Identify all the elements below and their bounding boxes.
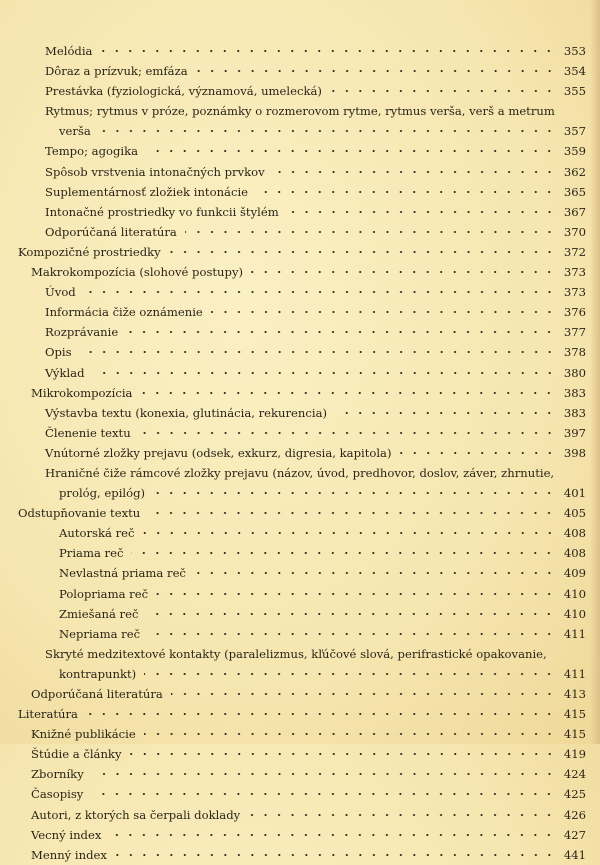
toc-entry-title[interactable]: Melódia [45,44,93,58]
toc-entry-title[interactable]: Vecný index [31,827,102,842]
toc-line [0,363,600,383]
toc-line [0,403,600,423]
page-number[interactable]: 410 [563,606,586,621]
dot-leader [400,443,557,463]
toc-entry-title[interactable]: Časopisy [31,787,84,802]
toc-line [0,141,600,161]
page-number[interactable]: 408 [563,526,586,541]
toc-line [0,523,600,543]
toc-entry-title[interactable]: Knižné publikácie [31,727,136,742]
toc-entry-title[interactable]: Opis [45,345,72,360]
page-number[interactable]: 357 [563,124,586,139]
toc-line [0,704,600,724]
toc-line [0,443,600,463]
toc-line [0,242,600,262]
toc-line [0,121,600,141]
dot-leader [143,523,557,543]
toc-entry-title[interactable]: Hraničné čiže rámcové zložky prejavu (názov, úvod, predhovor, doslov, záver, zhrnutie, [45,465,555,480]
dot-leader [84,282,556,302]
toc-line [0,61,600,81]
toc-entry-title[interactable]: Zborníky [31,767,84,782]
page-number[interactable]: 411 [563,626,586,641]
toc-line [0,543,600,563]
page-number[interactable]: 398 [563,445,586,460]
dot-leader [171,684,556,704]
toc-entry-title[interactable]: Odporúčaná literatúra [31,687,163,701]
dot-leader [109,825,556,845]
dot-leader [148,503,556,523]
toc-entry-title[interactable]: Prestávka (fyziologická, významová, umelecká) [45,84,322,99]
page-number[interactable]: 373 [563,265,586,280]
toc-entry-title[interactable]: Tempo; agogika [45,144,139,159]
toc-line [0,463,600,483]
toc-line [0,503,600,523]
toc-entry-title[interactable]: Polopriama reč [59,586,149,601]
dot-leader [86,704,556,724]
toc-line [0,383,600,403]
dot-leader [139,423,556,443]
page-number[interactable]: 353 [563,44,586,58]
toc-line [0,624,600,644]
page-number[interactable]: 377 [563,325,586,340]
dot-leader [92,764,556,784]
toc-entry-title[interactable]: Spôsob vrstvenia intonačných prvkov [45,164,265,179]
dot-leader [287,202,556,222]
toc-line [0,724,600,744]
dot-leader [256,182,556,202]
page-number[interactable]: 419 [563,747,586,762]
toc-entry-title[interactable]: Odporúčaná literatúra [45,224,177,239]
toc-line [0,282,600,302]
page-number[interactable]: 411 [563,666,586,681]
toc-entry-title[interactable]: Skryté medzitextové kontakty (paralelizmus, kľúčové slová, perifrastické opakovanie, [45,646,547,661]
toc-line [0,202,600,222]
toc-line [0,825,600,845]
page-number[interactable]: 372 [563,244,586,259]
page-number[interactable]: 415 [563,727,586,742]
dot-leader [185,222,556,242]
toc-line [0,805,600,825]
dot-leader [248,805,556,825]
dot-leader [130,744,557,764]
toc-line [0,41,600,61]
toc-line [0,322,600,342]
dot-leader [251,262,556,282]
dot-leader [335,403,556,423]
dot-leader [91,784,556,804]
toc-entry-title[interactable]: Autorská reč [59,526,135,541]
toc-line [0,563,600,583]
toc-line [0,604,600,624]
toc-line [0,483,600,503]
dot-leader [330,81,556,101]
page-number[interactable]: 383 [563,405,586,420]
toc-entry-title[interactable]: Zmiešaná reč [59,606,139,621]
page-number[interactable]: 380 [563,365,586,380]
page-number[interactable]: 441 [563,847,586,862]
toc-entry-title[interactable]: Výklad [45,365,85,380]
page-number[interactable]: 408 [563,546,586,561]
toc-line [0,664,600,684]
toc-entry-title[interactable]: Výstavba textu (konexia, glutinácia, rekurencia) [45,405,328,420]
page-number[interactable]: 424 [563,767,586,782]
dot-leader [144,724,556,744]
toc-entry-title[interactable]: Členenie textu [45,425,131,440]
toc-entry-title[interactable]: Suplementárnosť zložiek intonácie [45,184,249,199]
dot-leader [146,604,556,624]
dot-leader [140,383,556,403]
page-number[interactable]: 397 [563,425,586,440]
dot-leader [115,845,556,865]
toc-entry-title[interactable]: Odstupňovanie textu [18,506,141,521]
dot-leader [194,563,556,583]
toc-line [0,784,600,804]
page-number[interactable]: 354 [563,64,586,79]
page-number[interactable]: 427 [563,827,586,842]
page-number[interactable]: 376 [563,305,586,320]
toc-line [0,744,600,764]
toc-line [0,262,600,282]
dot-leader [196,61,556,81]
toc-entry-title[interactable]: Nepriama reč [59,626,141,641]
dot-leader [126,322,556,342]
toc-entry-title[interactable]: Rozprávanie [45,325,119,340]
toc-line [0,342,600,362]
page-number[interactable]: 415 [563,707,586,722]
dot-leader [211,302,556,322]
toc-line [0,81,600,101]
toc-entry-title[interactable]: Dôraz a prízvuk; emfáza [45,64,188,79]
toc-entry-title[interactable]: Štúdie a články [31,747,122,762]
dot-leader [148,624,556,644]
dot-leader [144,664,556,684]
page-number[interactable]: 425 [563,787,586,802]
toc-line [0,423,600,443]
page-number[interactable]: 409 [563,566,586,581]
table-of-contents [0,41,600,865]
toc-line [0,222,600,242]
page-number[interactable]: 378 [563,345,586,360]
toc-entry-title[interactable]: Menný index [31,847,107,862]
page-number[interactable]: 413 [563,687,586,701]
dot-leader [156,584,556,604]
toc-line [0,162,600,182]
dot-leader [99,121,556,141]
toc-entry-title[interactable]: kontrapunkt) [59,666,137,681]
dot-leader [169,242,556,262]
page-number[interactable]: 426 [563,807,586,822]
dot-leader [131,543,556,563]
toc-line [0,182,600,202]
page-number[interactable]: 401 [563,486,586,501]
dot-leader [153,483,556,503]
toc-line [0,644,600,664]
toc-entry-title[interactable]: Makrokompozícia (slohové postupy) [31,265,244,280]
dot-leader [93,363,556,383]
dot-leader [100,41,556,61]
toc-entry-title[interactable]: Kompozičné prostriedky [18,244,161,259]
page-number[interactable]: 373 [563,285,586,300]
toc-entry-title[interactable]: Intonačné prostriedky vo funkcii štylém [45,204,279,219]
page-number[interactable]: 359 [563,144,586,159]
toc-line [0,764,600,784]
page-number[interactable]: 367 [563,204,586,219]
toc-entry-title[interactable]: Úvod [45,285,76,300]
page-number[interactable]: 370 [563,224,586,239]
toc-entry-title[interactable]: Nevlastná priama reč [59,566,186,581]
toc-entry-title[interactable]: verša [59,124,91,139]
page-number[interactable]: 405 [563,506,586,521]
dot-leader [146,141,556,161]
dot-leader [80,342,556,362]
toc-line [0,845,600,865]
toc-entry-title[interactable]: Literatúra [18,707,78,722]
page-number[interactable]: 410 [563,586,586,601]
page-number[interactable]: 383 [563,385,586,400]
toc-entry-title[interactable]: Mikrokompozícia [31,385,133,400]
page-number[interactable]: 355 [563,84,586,99]
toc-entry-title[interactable]: Autori, z ktorých sa čerpali doklady [31,807,241,822]
toc-line [0,101,600,121]
toc-line [0,584,600,604]
toc-entry-title[interactable]: prológ, epilóg) [59,486,146,501]
toc-entry-title[interactable]: Informácia čiže oznámenie [45,305,203,320]
page-number[interactable]: 362 [563,164,586,179]
toc-line [0,684,600,704]
toc-line [0,302,600,322]
dot-leader [273,162,556,182]
toc-entry-title[interactable]: Priama reč [59,546,124,561]
toc-entry-title[interactable]: Rytmus; rytmus v próze, poznámky o rozmerovom rytme, rytmus verša, verš a metrum [45,104,555,119]
page-number[interactable]: 365 [563,184,586,199]
toc-entry-title[interactable]: Vnútorné zložky prejavu (odsek, exkurz, digresia, kapitola) [45,445,392,460]
